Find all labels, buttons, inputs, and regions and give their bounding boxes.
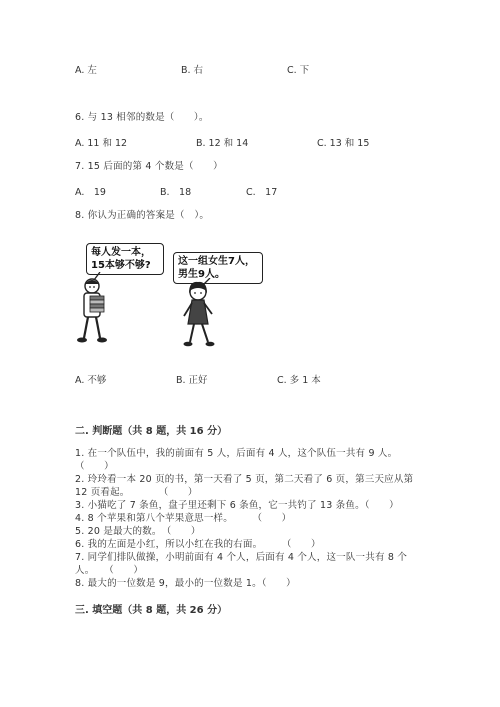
q8-option-c: C. 多 1 本 [277, 375, 321, 386]
q5-option-a: A. 左 [75, 65, 97, 76]
boy-with-books-illustration [70, 272, 130, 352]
q7-option-b: B. 18 [160, 187, 192, 198]
bubble-right-line-2: 男生9人。 [178, 269, 225, 280]
q5-option-b: B. 右 [181, 65, 204, 76]
judge-line-2-cont: 12 页看起。 （ ） [75, 487, 198, 498]
section-2-title: 二. 判断题（共 8 题，共 16 分） [75, 426, 228, 437]
judge-line-4: 4. 8 个苹果和第八个苹果意思一样。 （ ） [75, 513, 292, 524]
bubble-right-line-1: 这一组女生7人， [178, 256, 255, 267]
judge-line-8: 8. 最大的一位数是 9，最小的一位数是 1。（ ） [75, 578, 296, 589]
q6-option-a: A. 11 和 12 [75, 138, 128, 149]
q8-question: 8. 你认为正确的答案是（ ）。 [75, 210, 210, 221]
q6-option-c: C. 13 和 15 [317, 138, 370, 149]
judge-line-7: 7. 同学们排队做操，小明前面有 4 个人，后面有 4 个人，这一队一共有 8 个 [75, 552, 408, 563]
speech-bubble-left [86, 243, 164, 275]
q7-question: 7. 15 后面的第 4 个数是（ ） [75, 161, 223, 172]
q8-option-a: A. 不够 [75, 375, 107, 386]
q6-option-b: B. 12 和 14 [196, 138, 249, 149]
judge-line-1-answer: （ ） [75, 461, 114, 472]
bubble-left-line-2: 15本够不够? [91, 260, 151, 271]
section-3-title: 三. 填空题（共 8 题，共 26 分） [75, 605, 228, 616]
q8-option-b: B. 正好 [176, 375, 208, 386]
judge-line-5: 5. 20 是最大的数。 （ ） [75, 526, 201, 537]
judge-line-1: 1. 在一个队伍中，我的前面有 5 人，后面有 4 人，这个队伍一共有 9 人。 [75, 448, 398, 459]
q7-option-a: A. 19 [75, 187, 106, 198]
q5-option-c: C. 下 [287, 65, 310, 76]
judge-line-7-cont: 人。 （ ） [75, 565, 144, 576]
judge-line-2: 2. 玲玲看一本 20 页的书，第一天看了 5 页，第二天看了 6 页，第三天应从第 [75, 474, 414, 485]
girl-illustration [172, 278, 232, 358]
q6-question: 6. 与 13 相邻的数是（ ）。 [75, 112, 209, 123]
judge-line-6: 6. 我的左面是小红，所以小红在我的右面。 （ ） [75, 539, 321, 550]
judge-line-3: 3. 小猫吃了 7 条鱼，盘子里还剩下 6 条鱼，它一共钓了 13 条鱼。（ ） [75, 500, 399, 511]
q7-option-c: C. 17 [246, 187, 278, 198]
bubble-left-line-1: 每人发一本， [91, 247, 151, 258]
